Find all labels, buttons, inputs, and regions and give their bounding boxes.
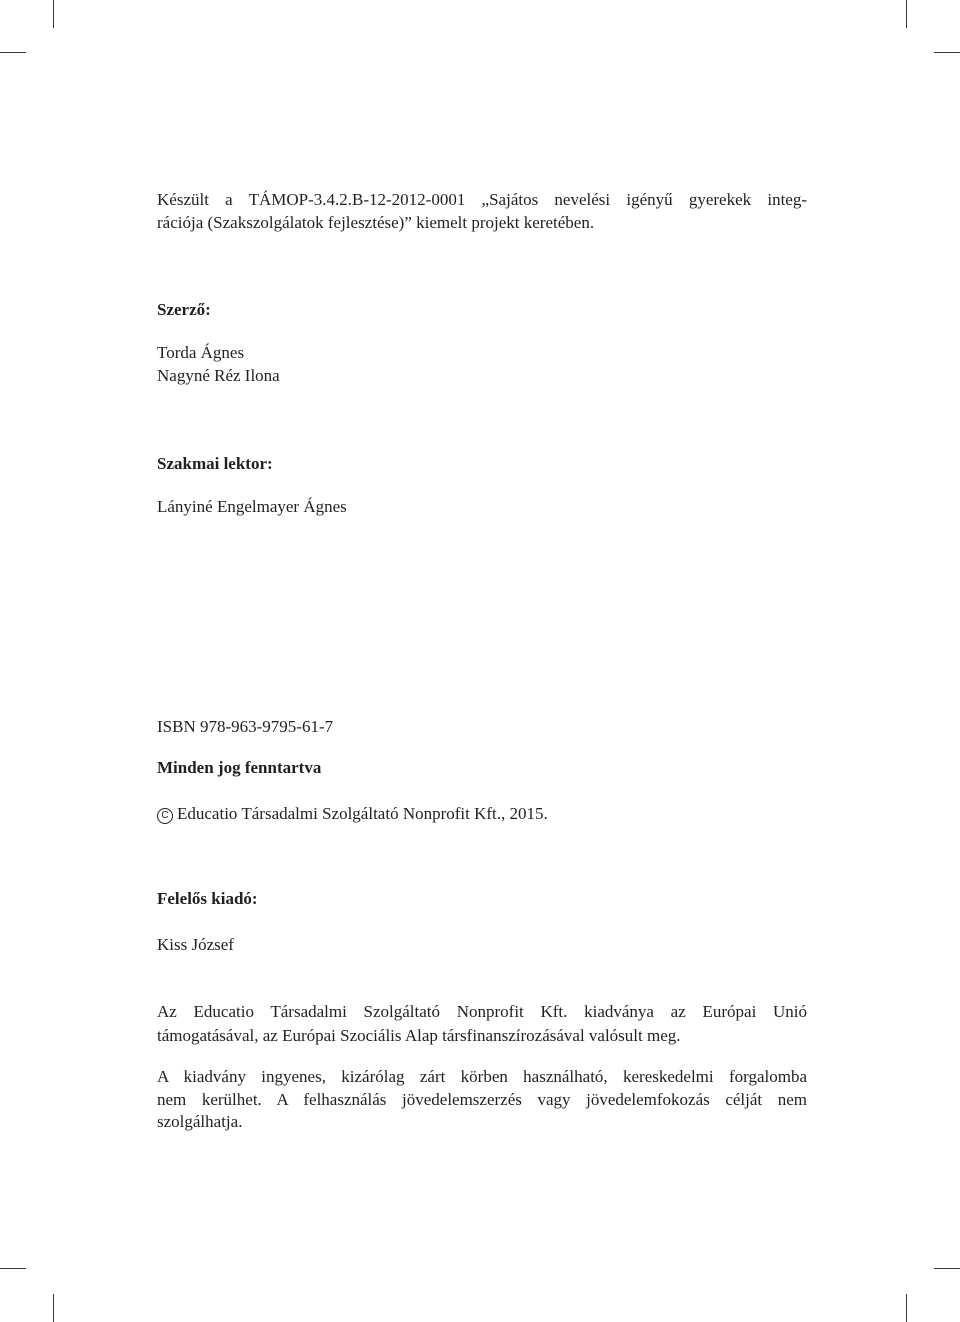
rights-statement: Minden jog fenntartva <box>157 758 322 777</box>
intro-paragraph <box>157 189 807 234</box>
isbn: ISBN 978-963-9795-61-7 <box>157 717 334 736</box>
usage-notice-line-2: nem kerülhet. A felhasználás jövedelemszerzés vagy jövedelemfokozás célját nem <box>157 1089 807 1109</box>
authors-list <box>157 342 280 387</box>
intro-line-2: rációja (Szakszolgálatok fejlesztése)” kiemelt projekt keretében. <box>157 212 595 232</box>
copyright-icon: C <box>157 808 173 824</box>
crop-mark-bottom-right-vertical <box>906 1294 907 1322</box>
funding-notice-line-2: támogatásával, az Európai Szociális Alap társfinanszírozásával valósult meg. <box>157 1026 681 1045</box>
crop-mark-top-right-horizontal <box>934 52 960 53</box>
usage-notice-line-1: A kiadvány ingyenes, kizárólag zárt körben használható, kereskedelmi forgalomba <box>157 1067 807 1086</box>
publisher-heading: Felelős kiadó: <box>157 889 258 908</box>
authors-heading: Szerző: <box>157 300 211 319</box>
reviewer-name: Lányiné Engelmayer Ágnes <box>157 497 347 516</box>
funding-notice-line-1: Az Educatio Társadalmi Szolgáltató Nonprofit Kft. kiadványa az Európai Unió <box>157 1002 807 1021</box>
copyright-line <box>157 803 548 826</box>
usage-notice-line-3: szolgálhatja. <box>157 1112 243 1131</box>
crop-mark-bottom-left-horizontal <box>0 1268 26 1269</box>
usage-notice <box>157 1066 807 1134</box>
copyright-text: Educatio Társadalmi Szolgáltató Nonprofit Kft., 2015. <box>177 804 548 823</box>
publisher-name: Kiss József <box>157 935 234 954</box>
author-name: Torda Ágnes <box>157 343 245 362</box>
intro-line-1: Készült a TÁMOP-3.4.2.B-12-2012-0001 „Sajátos nevelési igényű gyerekek integ- <box>157 190 807 209</box>
crop-mark-bottom-right-horizontal <box>934 1268 960 1269</box>
crop-mark-top-left-vertical <box>53 0 54 28</box>
crop-mark-top-right-vertical <box>906 0 907 28</box>
crop-mark-top-left-horizontal <box>0 52 26 53</box>
reviewer-heading: Szakmai lektor: <box>157 454 273 473</box>
funding-notice <box>157 1000 807 1048</box>
author-name: Nagyné Réz Ilona <box>157 365 280 385</box>
crop-mark-bottom-left-vertical <box>53 1294 54 1322</box>
